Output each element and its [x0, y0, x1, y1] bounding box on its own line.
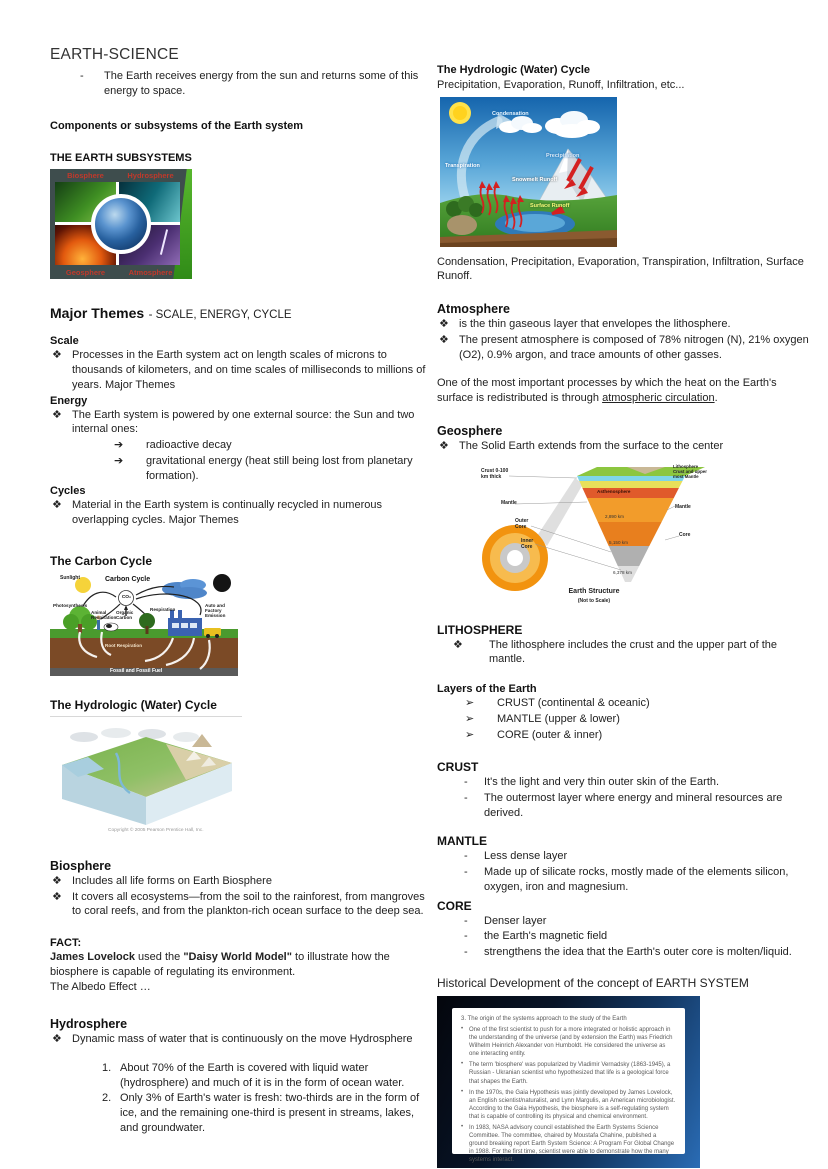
mantle-right-label: Mantle	[675, 503, 691, 510]
auto-emission-label: Auto and Factory Emission	[205, 602, 226, 619]
core-right-label: Core	[679, 531, 691, 538]
geosphere-bullet: ❖ The Solid Earth extends from the surface to the center	[439, 439, 724, 452]
biosphere-bullet-1: ❖ Includes all life forms on Earth Biosphere	[52, 874, 272, 887]
crust-item-1: - It's the light and very thin outer skin of the Earth.	[464, 776, 720, 789]
mantle-item-1: - Less dense layer	[464, 850, 568, 863]
water-cycle-caption: Condensation, Precipitation, Evaporation, Transpiration, Infiltration, Surface Runoff.	[437, 255, 804, 283]
depth-6378-label: 6,378 km	[613, 569, 632, 575]
geosphere-heading: Geosphere	[437, 423, 503, 438]
slide-bullet-4: • In 1983, NASA advisory council established the Earth Systems Science Committee. The committee, chaired by Moustafa Chahine, published a ground breaking report Earth System Science: A Program For Global Change in 1988. For the first time, scientist were able to demonstrate how the many systems interact.	[461, 1124, 675, 1164]
circulation-after: .	[714, 392, 718, 405]
chevron-marker: ➢	[465, 712, 475, 725]
arrow-marker: ➔	[114, 454, 124, 467]
energy-heading: Energy	[50, 394, 88, 407]
carbon-cycle-image	[50, 572, 238, 676]
photosynthesis-label: Photosynthesis	[53, 602, 88, 608]
dash-marker: -	[464, 792, 468, 805]
sunlight-label: Sunlight	[60, 574, 80, 581]
diamond-marker: ❖	[439, 318, 449, 331]
crust-label: Crust 0-100 km thick	[481, 467, 509, 480]
slide-bullet-2: • The term 'biosphere' was popularized by Vladimir Vernadsky (1863-1945), a Russian - Ukranian scientist who hypothesized that life is a geological force that shapes the Earth.	[461, 1061, 671, 1085]
fact-mid: used the	[135, 951, 184, 964]
hydrosphere-bullet: ❖ Dynamic mass of water that is continuously on the move Hydrosphere	[52, 1033, 413, 1046]
fact-label: FACT:	[50, 937, 82, 950]
historical-slide-image	[437, 996, 700, 1168]
atmosphere-bullet-2: ❖ The present atmosphere is composed of 78% nitrogen (N), 21% oxygen (O2), 0.9% argon, and trace amounts of other gasses.	[439, 333, 809, 361]
surface-runoff-label: Surface Runoff	[530, 202, 570, 209]
left-column	[50, 46, 432, 1137]
organic-carbon-label: Organic Carbon	[116, 609, 134, 621]
slide-intro: 3. The origin of the systems approach to the study of the Earth	[461, 1015, 627, 1022]
core-item-2: - the Earth's magnetic field	[464, 930, 608, 943]
subsystems-heading: THE EARTH SUBSYSTEMS	[50, 152, 192, 165]
hydrologic-3d-illustration	[54, 725, 240, 825]
fact-model: "Daisy World Model"	[183, 951, 292, 964]
root-respiration-label: Root Respiration	[105, 642, 143, 648]
dash-marker: -	[80, 70, 84, 82]
fact-text	[50, 950, 432, 979]
layers-item-crust: ➢ CRUST (continental & oceanic)	[465, 697, 650, 710]
diamond-marker: ❖	[52, 408, 62, 421]
components-heading: Components or subsystems of the Earth system	[50, 120, 304, 133]
albedo-line: The Albedo Effect …	[50, 981, 151, 994]
co2-label: CO₂	[121, 594, 132, 600]
mantle-heading: MANTLE	[437, 834, 487, 849]
subsystem-label-geosphere: Geosphere	[65, 268, 106, 278]
crust-heading: CRUST	[437, 760, 479, 775]
subsystem-label-hydrosphere: Hydrosphere	[127, 171, 174, 181]
earth-structure-caption: Earth Structure	[568, 587, 620, 595]
hydrologic-cycle-3d-image	[54, 725, 240, 825]
hydrologic-subline: Precipitation, Evaporation, Runoff, Infiltration, etc...	[437, 79, 685, 91]
condensation-label: Condensation	[492, 110, 529, 117]
number-marker: 2.	[102, 1092, 112, 1105]
heading-rule	[50, 716, 242, 717]
precipitation-label: Precipitation	[546, 152, 580, 159]
right-column	[437, 64, 812, 1168]
major-themes-heading	[50, 305, 432, 323]
bullet-marker: •	[461, 1061, 464, 1068]
earth-structure-illustration	[479, 462, 709, 607]
intro-bullet	[78, 69, 432, 98]
fact-name: James Lovelock	[50, 951, 135, 964]
carbon-cycle-heading: The Carbon Cycle	[50, 553, 153, 568]
circulation-paragraph	[437, 376, 812, 405]
major-themes-subtitle: - SCALE, ENERGY, CYCLE	[148, 309, 292, 322]
earth-structure-image	[479, 462, 709, 607]
dash-marker: -	[464, 866, 468, 879]
subsystem-label-atmosphere: Atmosphere	[128, 268, 173, 278]
dash-marker: -	[464, 850, 468, 863]
energy-sub-item-1: ➔ radioactive decay	[114, 439, 232, 452]
diamond-marker: ❖	[453, 638, 463, 651]
slide-bullet-3: • In the 1970s, the Gaia Hypothesis was jointly developed by James Lovelock, an English scientist/naturalist, and Lynn Margulis, an American microbiologist. According to the Gaia Hypothesis, the biosphere is a self-regulating system that is capable of controlling its physical and chemical environment.	[461, 1088, 676, 1120]
page-title: EARTH-SCIENCE	[50, 46, 179, 63]
diamond-marker: ❖	[439, 439, 449, 452]
transpiration-label: Transpiration	[445, 162, 480, 169]
number-marker: 1.	[102, 1061, 112, 1074]
cycles-bullet: ❖ Material in the Earth system is continually recycled in numerous overlapping cycles. Major Themes	[52, 499, 382, 527]
crust-item-2: - The outermost layer where energy and mineral resources are derived.	[464, 792, 783, 819]
mantle-left-label: Mantle	[501, 499, 517, 506]
fact-rest: to illustrate how the biosphere is capable of regulating its environment.	[50, 951, 390, 978]
dash-marker: -	[464, 946, 468, 959]
scale-bullet: ❖ Processes in the Earth system act on length scales of microns to thousands of kilometers, and on time scales of milliseconds to millions of years. Major Themes	[52, 349, 426, 391]
subsystem-label-biosphere: Biosphere	[67, 171, 104, 181]
dash-marker: -	[464, 776, 468, 789]
diamond-marker: ❖	[52, 874, 62, 887]
circulation-underlined: atmospheric circulation	[602, 392, 715, 405]
hydrosphere-heading: Hydrosphere	[50, 1017, 128, 1032]
biosphere-bullet-2: ❖ It covers all ecosystems—from the soil to the rainforest, from mangroves to coral reefs, and from the plankton-rich ocean surface to the deep sea.	[52, 890, 425, 918]
bullet-marker: •	[461, 1088, 464, 1095]
inner-core-label: Inner Core	[521, 537, 534, 550]
bullet-marker: •	[461, 1124, 464, 1131]
biosphere-heading: Biosphere	[50, 858, 112, 873]
circulation-before: One of the most important processes by which the heat on the Earth's surface is redistributed is through	[437, 377, 777, 405]
respiration-label: Respiration	[150, 606, 176, 612]
bullet-marker: •	[461, 1025, 464, 1032]
mantle-item-2: - Made up of silicate rocks, mostly made of the elements silicon, oxygen, iron and magnesium.	[464, 866, 789, 893]
major-themes-title: Major Themes	[50, 305, 145, 322]
earth-structure-caption-2: (Not to Scale)	[577, 597, 611, 604]
atmosphere-bullet-1: ❖ is the thin gaseous layer that envelopes the lithosphere.	[439, 318, 731, 331]
asthenosphere-label: Asthenosphere	[597, 488, 631, 494]
hydrosphere-numbered-1: 1. About 70% of the Earth is covered with liquid water (hydrosphere) and much of it is in the form of ocean water.	[102, 1061, 405, 1089]
layers-item-core: ➢ CORE (outer & inner)	[465, 728, 603, 741]
fossil-fuel-label: Fossil and Fossil Fuel	[110, 667, 163, 674]
slide-card	[452, 1008, 685, 1164]
historical-heading: Historical Development of the concept of EARTH SYSTEM	[437, 975, 749, 990]
arrow-marker: ➔	[114, 439, 124, 452]
slide-bullet-1: • One of the first scientist to push for a more integrated or holistic approach in the understanding of the universe (and by extension the Earth) was Friedrich Wilhelm Heinrich Alexander von Humboldt. He considered the universe as one interacting entity.	[461, 1025, 673, 1058]
diamond-marker: ❖	[52, 890, 62, 903]
intro-text: The Earth receives energy from the sun and returns some of this energy to space.	[104, 70, 419, 97]
core-item-3: - strengthens the idea that the Earth's outer core is molten/liquid.	[464, 946, 792, 959]
diamond-marker: ❖	[52, 349, 62, 362]
lithosphere-heading: LITHOSPHERE	[437, 622, 523, 637]
earth-globe-icon	[91, 194, 151, 254]
scale-heading: Scale	[50, 335, 79, 348]
hydrosphere-numbered-2: 2. Only 3% of Earth's water is fresh: two-thirds are in the form of ice, and the remaining one-third is present in streams, lakes, and groundwater.	[102, 1092, 420, 1134]
lithosphere-bullet: ❖ The lithosphere includes the crust and the upper part of the mantle.	[453, 638, 778, 666]
dash-marker: -	[464, 914, 468, 927]
diamond-marker: ❖	[52, 499, 62, 512]
hydrologic-heading-left: The Hydrologic (Water) Cycle	[50, 697, 217, 712]
outer-core-label: Outer Core	[515, 517, 529, 530]
hydrologic-heading-right: The Hydrologic (Water) Cycle	[437, 64, 591, 76]
layers-heading: Layers of the Earth	[437, 683, 537, 696]
chevron-marker: ➢	[465, 697, 475, 710]
dash-marker: -	[464, 930, 468, 943]
lithosphere-label: Lithosphere Crust and upper most Mantle	[673, 463, 707, 480]
core-heading: CORE	[437, 898, 472, 913]
cycles-heading: Cycles	[50, 485, 86, 498]
water-cycle-image	[440, 97, 617, 247]
animal-respiration-label: Animal Respiration	[91, 609, 117, 621]
diamond-marker: ❖	[52, 1033, 62, 1046]
energy-sub-item-2: ➔ gravitational energy (heat still being lost from planetary formation).	[114, 454, 413, 482]
carbon-cycle-title: Carbon Cycle	[105, 575, 151, 583]
core-item-1: - Denser layer	[464, 914, 547, 927]
earth-subsystems-image	[50, 169, 192, 279]
layers-item-mantle: ➢ MANTLE (upper & lower)	[465, 712, 620, 725]
chevron-marker: ➢	[465, 728, 475, 741]
atmosphere-heading: Atmosphere	[437, 302, 510, 317]
energy-bullet: ❖ The Earth system is powered by one external source: the Sun and two internal ones:	[52, 408, 415, 436]
carbon-cycle-illustration	[50, 572, 238, 676]
snowmelt-runoff-label: Snowmelt Runoff	[512, 176, 558, 183]
water-cycle-illustration	[440, 97, 617, 247]
image-copyright: Copyright © 2005 Pearson Prentice Hall, Inc.	[108, 827, 204, 833]
depth-5150-label: 5,150 km	[609, 539, 628, 545]
depth-2890-label: 2,890 km	[605, 513, 624, 519]
diamond-marker: ❖	[439, 333, 449, 346]
